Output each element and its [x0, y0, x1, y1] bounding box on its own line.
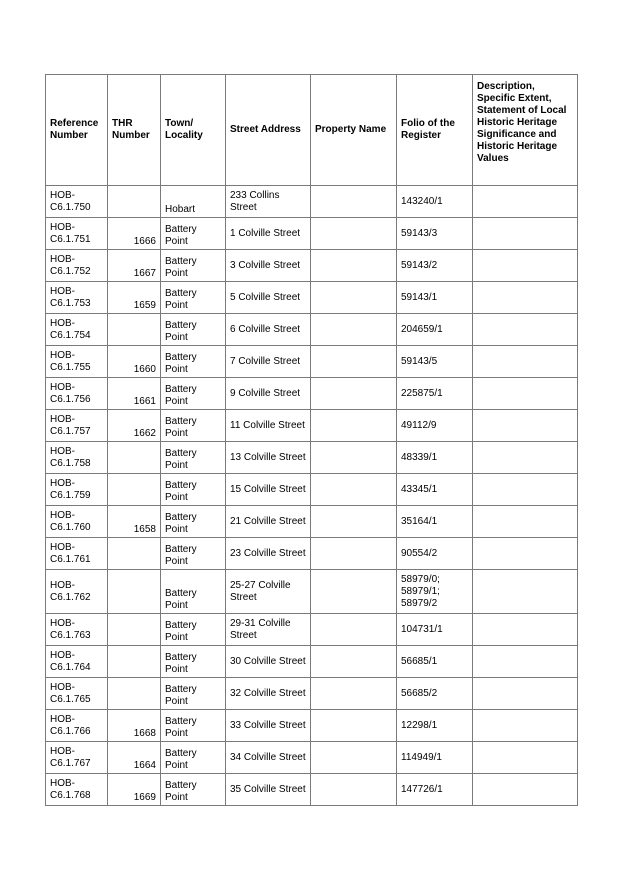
cell-description [473, 710, 578, 742]
table-row [46, 282, 578, 314]
cell-description [473, 570, 578, 614]
cell-town-locality: Battery Point [161, 646, 226, 678]
cell-property-name [311, 710, 397, 742]
table-row [46, 570, 578, 614]
cell-town-locality: Battery Point [161, 774, 226, 806]
cell-reference-number: HOB-C6.1.763 [46, 614, 108, 646]
cell-property-name [311, 538, 397, 570]
cell-folio: 143240/1 [397, 186, 473, 218]
table-row [46, 774, 578, 806]
cell-description [473, 378, 578, 410]
cell-description [473, 346, 578, 378]
cell-description [473, 774, 578, 806]
cell-thr-number: 1669 [108, 774, 161, 806]
cell-street-address: 13 Colville Street [226, 442, 311, 474]
cell-folio: 58979/0; 58979/1; 58979/2 [397, 570, 473, 614]
cell-town-locality: Battery Point [161, 218, 226, 250]
cell-street-address: 11 Colville Street [226, 410, 311, 442]
cell-thr-number: 1668 [108, 710, 161, 742]
cell-property-name [311, 614, 397, 646]
cell-folio: 12298/1 [397, 710, 473, 742]
cell-property-name [311, 346, 397, 378]
cell-property-name [311, 570, 397, 614]
cell-thr-number [108, 442, 161, 474]
cell-folio: 147726/1 [397, 774, 473, 806]
cell-reference-number: HOB-C6.1.764 [46, 646, 108, 678]
cell-property-name [311, 678, 397, 710]
table-row [46, 506, 578, 538]
cell-folio: 59143/2 [397, 250, 473, 282]
cell-street-address: 7 Colville Street [226, 346, 311, 378]
cell-reference-number: HOB-C6.1.766 [46, 710, 108, 742]
cell-street-address: 1 Colville Street [226, 218, 311, 250]
cell-description [473, 614, 578, 646]
cell-reference-number: HOB-C6.1.765 [46, 678, 108, 710]
table-row [46, 646, 578, 678]
cell-description [473, 250, 578, 282]
table-row [46, 710, 578, 742]
cell-town-locality: Battery Point [161, 538, 226, 570]
cell-street-address: 3 Colville Street [226, 250, 311, 282]
cell-folio: 35164/1 [397, 506, 473, 538]
cell-town-locality: Battery Point [161, 378, 226, 410]
cell-description [473, 646, 578, 678]
cell-town-locality: Battery Point [161, 678, 226, 710]
cell-folio: 104731/1 [397, 614, 473, 646]
cell-town-locality: Battery Point [161, 506, 226, 538]
cell-reference-number: HOB-C6.1.768 [46, 774, 108, 806]
table-row [46, 250, 578, 282]
cell-folio: 90554/2 [397, 538, 473, 570]
cell-street-address: 21 Colville Street [226, 506, 311, 538]
table-row [46, 442, 578, 474]
cell-description [473, 282, 578, 314]
cell-reference-number: HOB-C6.1.753 [46, 282, 108, 314]
cell-folio: 59143/3 [397, 218, 473, 250]
cell-reference-number: HOB-C6.1.761 [46, 538, 108, 570]
cell-property-name [311, 442, 397, 474]
header-property-name: Property Name [311, 75, 397, 186]
cell-reference-number: HOB-C6.1.754 [46, 314, 108, 346]
cell-thr-number [108, 614, 161, 646]
cell-thr-number [108, 186, 161, 218]
cell-reference-number: HOB-C6.1.762 [46, 570, 108, 614]
cell-street-address: 30 Colville Street [226, 646, 311, 678]
cell-street-address: 29-31 Colville Street [226, 614, 311, 646]
cell-folio: 56685/2 [397, 678, 473, 710]
cell-property-name [311, 774, 397, 806]
cell-thr-number: 1661 [108, 378, 161, 410]
cell-property-name [311, 506, 397, 538]
cell-street-address: 5 Colville Street [226, 282, 311, 314]
cell-folio: 49112/9 [397, 410, 473, 442]
cell-thr-number: 1659 [108, 282, 161, 314]
table-row [46, 186, 578, 218]
table-body [46, 186, 578, 806]
table-row [46, 218, 578, 250]
cell-property-name [311, 742, 397, 774]
cell-town-locality: Hobart [161, 186, 226, 218]
cell-property-name [311, 250, 397, 282]
cell-street-address: 15 Colville Street [226, 474, 311, 506]
cell-town-locality: Battery Point [161, 474, 226, 506]
cell-description [473, 218, 578, 250]
header-street-address: Street Address [226, 75, 311, 186]
cell-street-address: 9 Colville Street [226, 378, 311, 410]
cell-town-locality: Battery Point [161, 346, 226, 378]
cell-description [473, 474, 578, 506]
cell-property-name [311, 282, 397, 314]
cell-street-address: 23 Colville Street [226, 538, 311, 570]
cell-thr-number: 1666 [108, 218, 161, 250]
cell-street-address: 25-27 Colville Street [226, 570, 311, 614]
cell-folio: 56685/1 [397, 646, 473, 678]
cell-description [473, 186, 578, 218]
cell-description [473, 538, 578, 570]
cell-reference-number: HOB-C6.1.757 [46, 410, 108, 442]
cell-thr-number: 1662 [108, 410, 161, 442]
cell-property-name [311, 314, 397, 346]
cell-town-locality: Battery Point [161, 742, 226, 774]
cell-thr-number [108, 646, 161, 678]
table-row [46, 314, 578, 346]
cell-folio: 48339/1 [397, 442, 473, 474]
header-row [46, 75, 578, 186]
cell-town-locality: Battery Point [161, 614, 226, 646]
cell-property-name [311, 378, 397, 410]
cell-street-address: 34 Colville Street [226, 742, 311, 774]
cell-description [473, 314, 578, 346]
cell-reference-number: HOB-C6.1.760 [46, 506, 108, 538]
cell-town-locality: Battery Point [161, 710, 226, 742]
cell-property-name [311, 218, 397, 250]
cell-thr-number: 1658 [108, 506, 161, 538]
cell-reference-number: HOB-C6.1.755 [46, 346, 108, 378]
table-row [46, 742, 578, 774]
cell-thr-number [108, 538, 161, 570]
heritage-register-table [45, 74, 578, 806]
table-row [46, 678, 578, 710]
cell-town-locality: Battery Point [161, 410, 226, 442]
cell-town-locality: Battery Point [161, 282, 226, 314]
table-row [46, 346, 578, 378]
cell-reference-number: HOB-C6.1.756 [46, 378, 108, 410]
cell-folio: 59143/1 [397, 282, 473, 314]
cell-description [473, 442, 578, 474]
cell-property-name [311, 646, 397, 678]
cell-description [473, 410, 578, 442]
cell-reference-number: HOB-C6.1.750 [46, 186, 108, 218]
cell-thr-number: 1664 [108, 742, 161, 774]
cell-reference-number: HOB-C6.1.752 [46, 250, 108, 282]
cell-description [473, 742, 578, 774]
cell-thr-number: 1667 [108, 250, 161, 282]
header-description: Description, Specific Extent, Statement of Local Historic Heritage Significance and Historic Heritage Values [473, 75, 578, 186]
cell-description [473, 506, 578, 538]
cell-folio: 114949/1 [397, 742, 473, 774]
header-reference-number: Reference Number [46, 75, 108, 186]
cell-folio: 204659/1 [397, 314, 473, 346]
cell-reference-number: HOB-C6.1.767 [46, 742, 108, 774]
cell-thr-number [108, 314, 161, 346]
cell-folio: 59143/5 [397, 346, 473, 378]
cell-description [473, 678, 578, 710]
cell-property-name [311, 186, 397, 218]
cell-property-name [311, 410, 397, 442]
cell-town-locality: Battery Point [161, 570, 226, 614]
cell-folio: 225875/1 [397, 378, 473, 410]
header-town-locality: Town/ Locality [161, 75, 226, 186]
cell-property-name [311, 474, 397, 506]
cell-reference-number: HOB-C6.1.758 [46, 442, 108, 474]
header-folio: Folio of the Register [397, 75, 473, 186]
cell-thr-number [108, 474, 161, 506]
cell-street-address: 233 Collins Street [226, 186, 311, 218]
cell-thr-number: 1660 [108, 346, 161, 378]
cell-street-address: 33 Colville Street [226, 710, 311, 742]
cell-folio: 43345/1 [397, 474, 473, 506]
cell-thr-number [108, 678, 161, 710]
table-header [46, 75, 578, 186]
cell-town-locality: Battery Point [161, 250, 226, 282]
table-row [46, 538, 578, 570]
cell-street-address: 32 Colville Street [226, 678, 311, 710]
cell-town-locality: Battery Point [161, 314, 226, 346]
cell-reference-number: HOB-C6.1.759 [46, 474, 108, 506]
header-thr-number: THR Number [108, 75, 161, 186]
cell-town-locality: Battery Point [161, 442, 226, 474]
table-row [46, 410, 578, 442]
cell-thr-number [108, 570, 161, 614]
cell-reference-number: HOB-C6.1.751 [46, 218, 108, 250]
cell-street-address: 35 Colville Street [226, 774, 311, 806]
table-row [46, 614, 578, 646]
table-row [46, 474, 578, 506]
table-row [46, 378, 578, 410]
cell-street-address: 6 Colville Street [226, 314, 311, 346]
